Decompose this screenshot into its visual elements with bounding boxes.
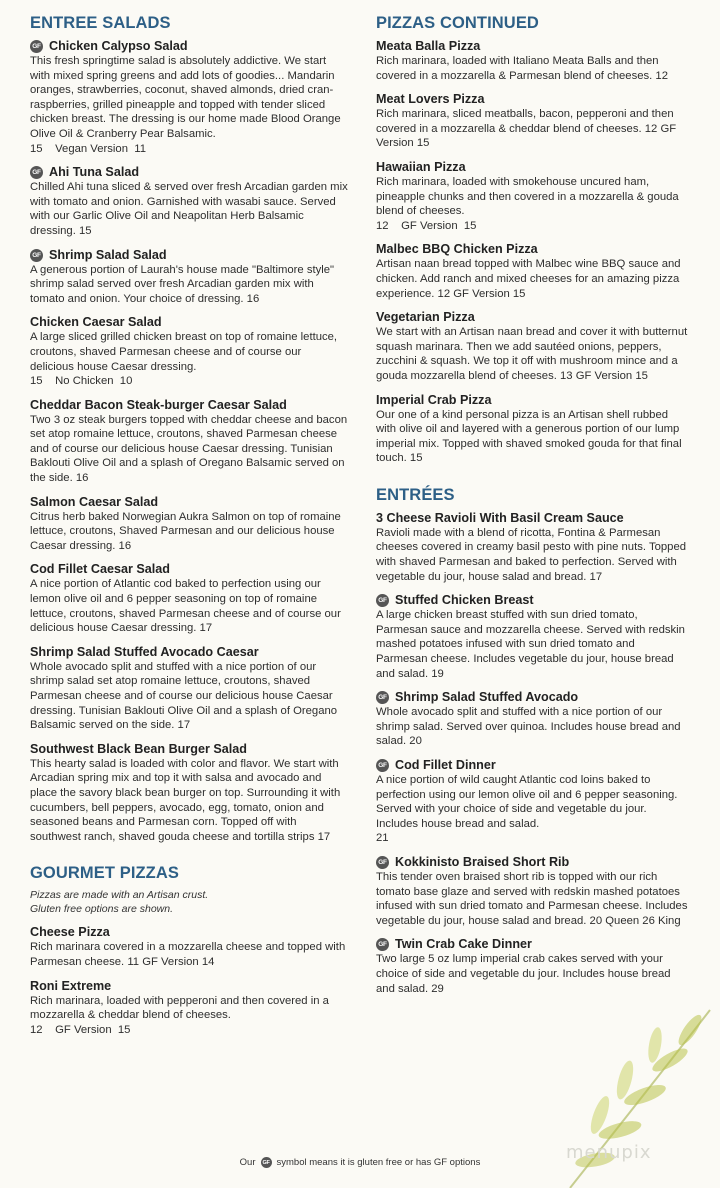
menu-item-description: Rich marinara, sliced meatballs, bacon, pepperoni and then covered in a mozzarella & cheddar blend of cheeses. 12 GF Version 15	[376, 108, 677, 150]
menu-item-description: Two 3 oz steak burgers topped with cheddar cheese and bacon set atop romaine lettuce, croutons, shaved Parmesan cheese and of course our delicious house Caesar dressing. Tunisian Baklouti Olive Oil and a splash of Oregano Balsamic served on the side. 16	[30, 413, 348, 485]
menu-item-name	[376, 511, 688, 526]
menu-item-title: Salmon Caesar Salad	[30, 494, 159, 509]
menu-item-description: This fresh springtime salad is absolutely addictive. We start with mixed spring greens and add lots of goodies... Mandarin oranges, strawberries, coconut, shaved almonds, dried cran-raspberries, grilled pineapple and topped with tender sliced chicken breast. The dressing is our home made Blood Orange Olive Oil & Cranberry Pear Balsamic.	[30, 55, 341, 140]
menu-item-title: Cheddar Bacon Steak-burger Caesar Salad	[30, 397, 287, 412]
menu-item-title: Imperial Crab Pizza	[376, 392, 492, 407]
entree-salads-list	[30, 39, 348, 844]
gf-icon: GF	[376, 856, 389, 869]
menu-item-price: 21	[376, 832, 389, 845]
menu-item	[376, 242, 688, 301]
gf-icon: GF	[30, 166, 43, 179]
menu-item-name	[376, 39, 688, 54]
menu-item-name	[30, 562, 348, 577]
right-column	[376, 14, 688, 1005]
menu-item-description: Two large 5 oz lump imperial crab cakes served with your choice of side and vegetable du jour. Includes house bread and salad. 29	[376, 953, 671, 995]
menu-item	[30, 742, 348, 845]
menu-item	[376, 758, 688, 846]
menu-item-title: Southwest Black Bean Burger Salad	[30, 741, 247, 756]
pizza-note-line-2: Gluten free options are shown.	[30, 902, 174, 915]
menu-item-description: We start with an Artisan naan bread and cover it with butternut squash marinara. Then we add sautéed onions, peppers, zucchini & squash. We top it off with mushroom mince and a gouda mozzarella blend of cheeses. 13 GF Version 15	[376, 326, 688, 382]
menu-item-description: This tender oven braised short rib is topped with our rich tomato base glaze and served with redskin mashed potatoes infused with sun dried tomato and Parmesan cheese. Includes vegetable du jour, house salad and bread. 20 Queen 26 King	[376, 870, 688, 927]
menu-item-description: Citrus herb baked Norwegian Aukra Salmon on top of romaine lettuce, croutons, Shaved Parmesan and our delicious house Caesar dressing. 16	[30, 510, 341, 552]
menu-item	[376, 690, 688, 749]
watermark-text: menupix	[566, 1142, 652, 1163]
menu-item-name	[376, 690, 688, 705]
menu-item-price: 12 GF Version 15	[30, 1023, 131, 1036]
section-title-entrees: ENTRÉES	[376, 485, 455, 504]
menu-item-name	[30, 315, 348, 330]
section-title-gourmet-pizzas: GOURMET PIZZAS	[30, 864, 179, 883]
menu-item	[30, 248, 348, 307]
menu-item-name	[376, 937, 688, 952]
gf-icon: GF	[376, 759, 389, 772]
menu-item-name	[30, 39, 348, 54]
menu-item	[376, 393, 688, 466]
menu-item-title: Meata Balla Pizza	[376, 39, 481, 53]
menu-item-name	[30, 398, 348, 413]
menu-item-price: 15 Vegan Version 11	[30, 142, 146, 155]
menu-item-title: Malbec BBQ Chicken Pizza	[376, 242, 538, 257]
menu-item	[30, 165, 348, 238]
menu-item	[30, 979, 348, 1038]
menu-item	[376, 937, 688, 996]
menu-item-title: Chicken Calypso Salad	[49, 39, 188, 53]
menu-item-description: Rich marinara, loaded with pepperoni and then covered in a mozzarella & cheddar blend of cheeses.	[30, 994, 329, 1022]
menu-item-name	[376, 310, 688, 325]
gf-icon: GF	[376, 938, 389, 951]
menu-item-price: 15 No Chicken 10	[30, 375, 133, 388]
pizzas-continued-list	[376, 39, 688, 466]
menu-item	[376, 310, 688, 383]
menu-item-title: Cod Fillet Caesar Salad	[30, 562, 170, 577]
menu-item	[30, 645, 348, 733]
menu-item-description: Ravioli made with a blend of ricotta, Fontina & Parmesan cheeses covered in creamy basil pesto with pine nuts. Topped with shaved Parmesan and baked to perfection. Served with vegetable du jour, house salad and bread. 17	[376, 526, 687, 583]
menu-item-title: Shrimp Salad Stuffed Avocado Caesar	[30, 644, 259, 659]
menu-item-description: Chilled Ahi tuna sliced & served over fresh Arcadian garden mix with tomato and onion. Garnished with wasabi sauce. Served with our Garlic Olive Oil and Neapolitan Herb Balsamic dressing. 15	[30, 181, 348, 237]
menu-item	[376, 160, 688, 233]
menu-item-name	[30, 495, 348, 510]
menu-item-title: Cheese Pizza	[30, 925, 110, 940]
menu-item-name	[30, 165, 348, 180]
gf-icon: GF	[376, 594, 389, 607]
menu-item-name	[30, 925, 348, 940]
footer-note	[0, 1157, 720, 1168]
menu-item-description: Rich marinara, loaded with smokehouse uncured ham, pineapple chunks and then covered in a mozzarella & gouda blend of cheeses.	[376, 175, 679, 218]
menu-item-description: This hearty salad is loaded with color and flavor. We start with Arcadian spring mix and top it with salsa and avocado and place the savory black bean burger on top. Surrounding it with cucumbers, bell peppers, avocado, egg, tomato, onion and seasoned beans and Parmesan corn. Topped off with southwest ranch, shaved gouda cheese and tortilla strips 17	[30, 757, 341, 843]
menu-item-name	[376, 393, 688, 408]
footer-prefix: Our	[239, 1157, 256, 1168]
menu-item-description: A nice portion of Atlantic cod baked to perfection using our lemon olive oil and 6 pepper seasoning on top of romaine lettuce, croutons, shaved Parmesan cheese and of course our delicious house Caesar dressing. 17	[30, 578, 341, 635]
menu-item-description: A large chicken breast stuffed with sun dried tomato, Parmesan sauce and mozzarella cheese. Served with redskin mashed potatoes infused with sun dried tomato and Parmesan cheese. Includes vegetable du jour, house bread and salad. 19	[376, 609, 685, 680]
menu-item-title: Kokkinisto Braised Short Rib	[395, 854, 570, 869]
menu-item-title: Twin Crab Cake Dinner	[395, 937, 532, 952]
section-title-entree-salads: ENTREE SALADS	[30, 14, 171, 32]
menu-item-description: A generous portion of Laurah's house made "Baltimore style" shrimp salad served over fresh Arcadian garden mix with tomato and onion. Your choice of dressing. 16	[30, 263, 335, 305]
entrees-list	[376, 511, 688, 996]
menu-item-title: Ahi Tuna Salad	[49, 165, 140, 180]
menu-item	[376, 511, 688, 584]
menu-item	[376, 593, 688, 681]
pizza-note	[30, 889, 348, 916]
menu-item-name	[376, 593, 688, 608]
pizza-note-line-1: Pizzas are made with an Artisan crust.	[30, 889, 209, 902]
menu-item-description: Rich marinara, loaded with Italiano Meata Balls and then covered in a mozzarella & Parmesan blend of cheeses. 12	[376, 55, 668, 82]
menu-item	[30, 495, 348, 554]
menu-item-name	[376, 855, 688, 870]
menu-item-name	[30, 979, 348, 994]
menu-item-description: Our one of a kind personal pizza is an Artisan shell rubbed with olive oil and layered with a generous portion of our lump imperial mix. Topped with shaved smoked gouda for that final touch. 15	[376, 408, 682, 465]
menu-item-name	[376, 242, 688, 257]
menu-item-description: Whole avocado split and stuffed with a nice portion of our shrimp salad. Served over quinoa. Includes house bread and salad. 20	[376, 706, 681, 748]
menu-item	[376, 92, 688, 151]
menu-item-description: Whole avocado split and stuffed with a nice portion of our shrimp salad set atop romaine lettuce, croutons, shaved Parmesan cheese and of course our delicious house Caesar dressing. Tunisian Baklouti Olive Oil and a splash of Oregano Balsamic served on the side. 17	[30, 660, 338, 732]
menu-item	[376, 855, 688, 928]
menu-item-title: Shrimp Salad Stuffed Avocado	[395, 690, 579, 705]
gf-icon: GF	[376, 691, 389, 704]
menu-item-title: Chicken Caesar Salad	[30, 315, 162, 330]
gourmet-pizzas-list	[30, 925, 348, 1037]
menu-item-description: Artisan naan bread topped with Malbec wine BBQ sauce and chicken. Add ranch and mixed cheeses for an amazing pizza experience. 12 GF Version 15	[376, 258, 681, 300]
menu-item	[376, 39, 688, 83]
gf-icon: GF	[261, 1157, 272, 1168]
left-column	[30, 14, 348, 1046]
menu-item-name	[30, 645, 348, 660]
menu-item-title: 3 Cheese Ravioli With Basil Cream Sauce	[376, 510, 624, 525]
menu-item	[30, 315, 348, 388]
menu-item-title: Vegetarian Pizza	[376, 310, 475, 325]
menu-item-description: A nice portion of wild caught Atlantic cod loins baked to perfection using our lemon olive oil and 6 pepper seasoning. Served with your choice of side and vegetable du jour. Includes house bread and salad.	[376, 774, 678, 830]
menu-item	[30, 398, 348, 486]
menu-item-price: 12 GF Version 15	[376, 219, 477, 232]
menu-item-name	[30, 248, 348, 263]
menu-item-name	[376, 92, 688, 107]
gf-icon: GF	[30, 249, 43, 262]
gf-icon: GF	[30, 40, 43, 53]
menu-item	[30, 39, 348, 156]
menu-item-name	[30, 742, 348, 757]
menu-item-description: Rich marinara covered in a mozzarella cheese and topped with Parmesan cheese. 11 GF Version 14	[30, 941, 346, 968]
menu-item-title: Cod Fillet Dinner	[395, 758, 496, 772]
menu-item-title: Hawaiian Pizza	[376, 159, 466, 174]
menu-item-title: Shrimp Salad Salad	[49, 247, 167, 262]
menu-item	[30, 925, 348, 969]
menu-item-title: Roni Extreme	[30, 978, 112, 993]
menu-item-name	[376, 758, 688, 773]
menu-item-title: Meat Lovers Pizza	[376, 92, 485, 107]
menu-item	[30, 562, 348, 635]
footer-suffix: symbol means it is gluten free or has GF options	[276, 1157, 481, 1168]
menu-item-title: Stuffed Chicken Breast	[395, 593, 534, 608]
menu-item-description: A large sliced grilled chicken breast on top of romaine lettuce, croutons, shaved Parmesan cheese and of course our delicious house Caesar dressing.	[30, 331, 338, 373]
menu-item-name	[376, 160, 688, 175]
section-title-pizzas-continued: PIZZAS CONTINUED	[376, 14, 539, 32]
